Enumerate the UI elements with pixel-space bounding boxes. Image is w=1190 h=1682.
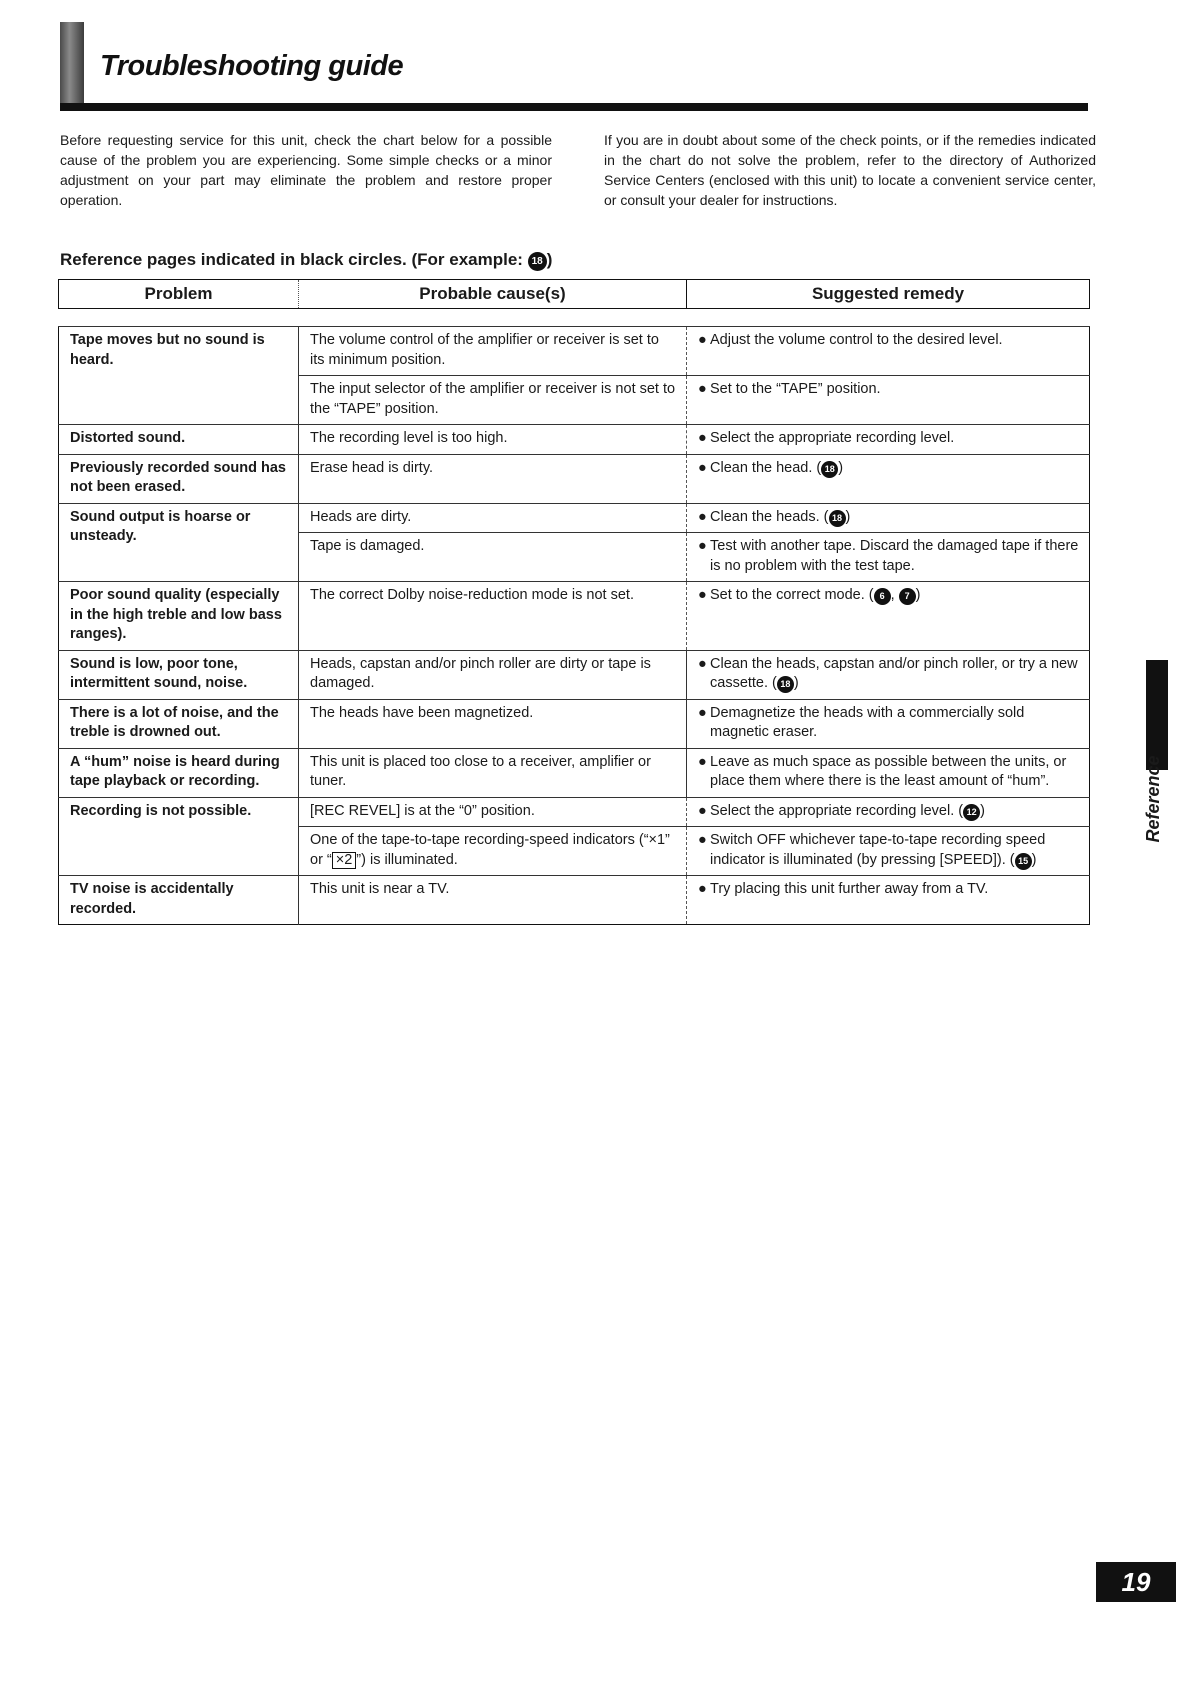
page-title: Troubleshooting guide	[100, 50, 404, 82]
reference-note-close: )	[546, 250, 553, 269]
remedy-cell: ● Demagnetize the heads with a commercially sold magnetic eraser.	[687, 699, 1090, 748]
problem-cell: A “hum” noise is heard during tape playback or recording.	[59, 748, 299, 797]
remedy-cell: ● Clean the head. ( 18 )	[687, 454, 1090, 503]
table-row	[59, 748, 1090, 797]
remedy-cell: ● Set to the correct mode. ( 6 , 7 )	[687, 582, 1090, 651]
table-row	[59, 699, 1090, 748]
table-row	[59, 582, 1090, 651]
remedy-cell: ● Select the appropriate recording level. ( 12 )	[687, 797, 1090, 827]
remedy-cell: ● Set to the “TAPE” position.	[687, 376, 1090, 425]
table-row	[59, 454, 1090, 503]
cause-cell: The input selector of the amplifier or receiver is not set to the “TAPE” position.	[299, 376, 687, 425]
table-row	[59, 503, 1090, 533]
page-ref-badge: 7	[899, 588, 916, 605]
remedy-cell: ● Try placing this unit further away from a TV.	[687, 876, 1090, 925]
table-header	[58, 279, 1090, 309]
reference-note-text: Reference pages indicated in black circles. (For example:	[60, 250, 528, 269]
cause-cell: One of the tape-to-tape recording-speed indicators (“×1” or “ ×2 ”) is illuminated.	[299, 827, 687, 876]
table-row	[59, 876, 1090, 925]
cause-cell: Heads are dirty.	[299, 503, 687, 533]
header-rule	[60, 103, 1088, 111]
remedy-cell: ● Select the appropriate recording level.	[687, 425, 1090, 455]
page-ref-badge: 18	[821, 461, 838, 478]
column-header-problem: Problem	[59, 280, 299, 308]
page-number: 19	[1096, 1562, 1176, 1602]
problem-cell: Tape moves but no sound is heard.	[59, 327, 299, 425]
column-header-cause: Probable cause(s)	[299, 280, 687, 308]
speed-indicator-box: ×2	[332, 852, 357, 869]
cause-cell: Erase head is dirty.	[299, 454, 687, 503]
table-row	[59, 650, 1090, 699]
problem-cell: There is a lot of noise, and the treble is drowned out.	[59, 699, 299, 748]
cause-cell: Tape is damaged.	[299, 533, 687, 582]
page-ref-badge: 12	[963, 804, 980, 821]
problem-cell: Sound output is hoarse or unsteady.	[59, 503, 299, 582]
cause-cell: This unit is near a TV.	[299, 876, 687, 925]
remedy-cell: ● Switch OFF whichever tape-to-tape recording speed indicator is illuminated (by pressing [SPEED]). ( 15 )	[687, 827, 1090, 876]
table-row	[59, 425, 1090, 455]
problem-cell: Distorted sound.	[59, 425, 299, 455]
cause-cell: The heads have been magnetized.	[299, 699, 687, 748]
remedy-cell: ● Leave as much space as possible between the units, or place them where there is the least amount of “hum”.	[687, 748, 1090, 797]
cause-cell: [REC REVEL] is at the “0” position.	[299, 797, 687, 827]
cause-cell: The correct Dolby noise-reduction mode is not set.	[299, 582, 687, 651]
problem-cell: Sound is low, poor tone, intermittent sound, noise.	[59, 650, 299, 699]
page-ref-badge: 15	[1015, 853, 1032, 870]
problem-cell: TV noise is accidentally recorded.	[59, 876, 299, 925]
reference-note	[60, 250, 552, 271]
troubleshooting-table	[58, 326, 1090, 925]
remedy-cell: ● Adjust the volume control to the desired level.	[687, 327, 1090, 376]
page-ref-badge: 6	[874, 588, 891, 605]
problem-cell: Previously recorded sound has not been erased.	[59, 454, 299, 503]
intro-right: If you are in doubt about some of the check points, or if the remedies indicated in the chart do not solve the problem, refer to the directory of Authorized Service Centers (enclosed with this unit) to locate a convenient service center, or consult your dealer for instructions.	[604, 132, 1096, 208]
page-ref-badge: 18	[829, 510, 846, 527]
cause-cell: The recording level is too high.	[299, 425, 687, 455]
problem-cell: Poor sound quality (especially in the high treble and low bass ranges).	[59, 582, 299, 651]
remedy-cell: ● Clean the heads. ( 18 )	[687, 503, 1090, 533]
page-ref-badge: 18	[777, 676, 794, 693]
reference-example-circle: 18	[528, 252, 547, 271]
column-header-remedy: Suggested remedy	[811, 284, 965, 303]
side-tab-label: Reference	[1143, 755, 1163, 843]
cause-cell: The volume control of the amplifier or receiver is set to its minimum position.	[299, 327, 687, 376]
table-row	[59, 797, 1090, 827]
remedy-cell: ● Clean the heads, capstan and/or pinch roller, or try a new cassette. ( 18 )	[687, 650, 1090, 699]
intro-left: Before requesting service for this unit, check the chart below for a possible cause of the problem you are experiencing. Some simple checks or a minor adjustment on your part may eliminate the problem and restore proper operation.	[60, 132, 552, 208]
remedy-cell: ● Test with another tape. Discard the damaged tape if there is no problem with the test tape.	[687, 533, 1090, 582]
header-mark	[60, 22, 84, 106]
cause-cell: This unit is placed too close to a receiver, amplifier or tuner.	[299, 748, 687, 797]
cause-cell: Heads, capstan and/or pinch roller are dirty or tape is damaged.	[299, 650, 687, 699]
table-row	[59, 327, 1090, 376]
problem-cell: Recording is not possible.	[59, 797, 299, 876]
